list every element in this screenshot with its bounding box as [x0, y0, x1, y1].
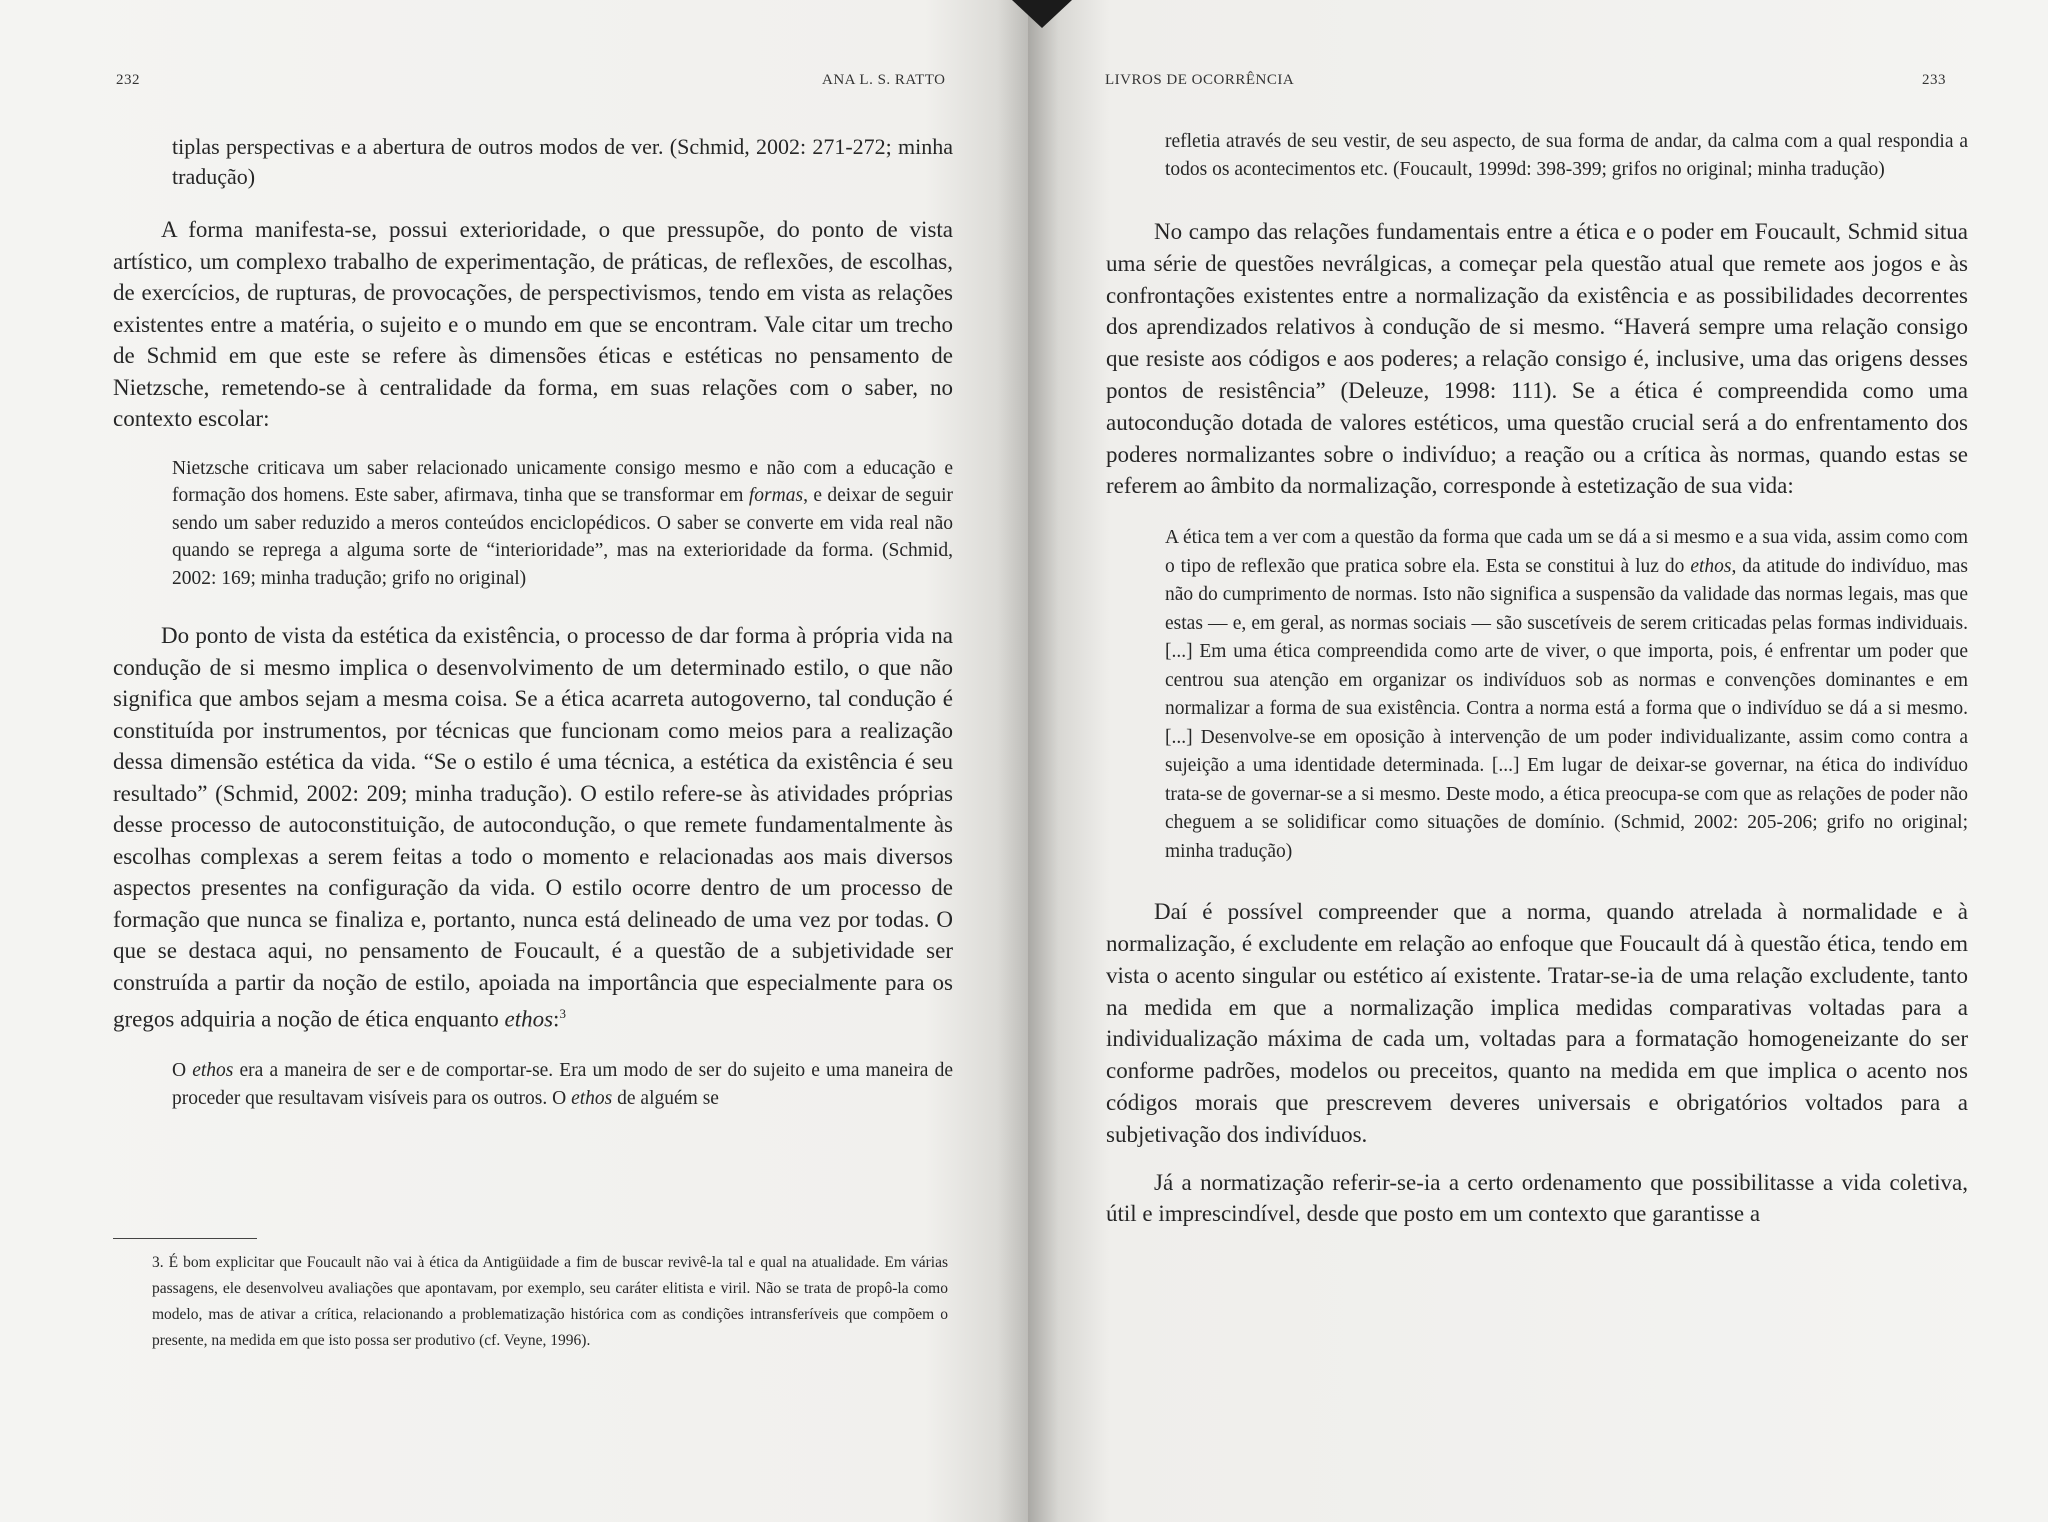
- page-number: 232: [116, 72, 140, 88]
- right-page: [1028, 0, 2048, 1522]
- footnote-rule: [113, 1238, 257, 1239]
- paragraph: Daí é possível compreender que a norma, quando atrelada à normalidade e à normalização, é excludente em relação ao enfoque que Foucault dá à questão ética, tendo em vista o acento singular ou estético aí existente. Tratar-se-ia de uma relação excludente, tanto na medida em que a normalização implica medidas comparativas voltadas para a individualização máxima de cada um, voltadas para a formatação homogeneizante do ser conforme padrões, modelos ou preceitos, quanto na medida em que implica o acento nos códigos morais que prescrevem deveres universais e obrigatórios voltados para a subjetivação dos indivíduos.: [1106, 899, 1968, 1147]
- left-text-block: [113, 132, 953, 1134]
- right-text-block: [1106, 128, 1968, 1246]
- quote-end: tiplas perspectivas e a abertura de outros modos de ver. (Schmid, 2002: 271-272; minha tradução): [172, 134, 953, 189]
- paragraph: A forma manifesta-se, possui exterioridade, o que pressupõe, do ponto de vista artístico, um complexo trabalho de experimentação, de práticas, de reflexões, de escolhas, de exercícios, de rupturas, de provocações, de perspectivismos, tendo em vista as relações existentes entre a matéria, o sujeito e o mundo em que se encontram. Vale citar um trecho de Schmid em que este se refere às dimensões éticas e estéticas no pensamento de Nietzsche, remetendo-se à centralidade da forma, em suas relações com o saber, no contexto escolar:: [113, 217, 953, 431]
- page-number: 233: [1922, 72, 1946, 88]
- paragraph: No campo das relações fundamentais entre a ética e o poder em Foucault, Schmid situa uma série de questões nevrálgicas, a começar pela questão atual que remete aos jogos e às confrontações existentes entre a normalização da existência e as possibilidades decorrentes dos aprendizados relativos à condução de si mesmo. “Haverá sempre uma relação consigo que resiste aos códigos e aos poderes; a relação consigo é, inclusive, uma das origens desses pontos de resistência” (Deleuze, 1998: 111). Se a ética é compreendida como uma autocondução dotada de valores estéticos, uma questão crucial será a do enfrentamento dos poderes normalizantes sobre o indivíduo; a reação ou a crítica às normas, quando estas se referem ao âmbito da normalização, corresponde à estetização de sua vida:: [1106, 219, 1968, 499]
- quote-continuation: refletia através de seu vestir, de seu aspecto, de sua forma de andar, da calma com a qual respondia a todos os acontecimentos etc. (Foucault, 1999d: 398-399; grifos no original; minha tradução): [1165, 131, 1968, 180]
- block-quote: A ética tem a ver com a questão da forma que cada um se dá a si mesmo e a sua vida, assim como com o tipo de reflexão que pratica sobre ela. Esta se constitui à luz do ethos, da atitude do indivíduo, mas não do cumprimento de normas. Isto não significa a suspensão da validade das normas legais, mas que estas — e, em geral, as normas sociais — são suscetíveis de serem criticadas pelas formas individuais. [...] Em uma ética compreendida como arte de viver, o que importa, pois, é enfrentar um poder que centrou sua atenção em organizar os indivíduos sob as normas e convenções dominantes e em normalizar a forma de sua existência. Contra a norma está a forma que o indivíduo se dá a si mesmo. [...] Desenvolve-se em oposição à intervenção de um poder individualizante, assim como contra a sujeição a uma identidade determinada. [...] Em lugar de deixar-se governar, na ética do indivíduo trata-se de governar-se a si mesmo. Deste modo, a ética preocupa-se com que as relações de poder não cheguem a se solidificar como situações de domínio. (Schmid, 2002: 205-206; grifo no original; minha tradução): [1165, 527, 1968, 862]
- block-quote: Nietzsche criticava um saber relacionado unicamente consigo mesmo e não com a educação e formação dos homens. Este saber, afirmava, tinha que se transformar em formas, e deixar de seguir sendo um saber reduzido a meros conteúdos enciclopédicos. O saber se converte em vida real não quando se reprega a alguma sorte de “interioridade”, mas na exterioridade da forma. (Schmid, 2002: 169; minha tradução; grifo no original): [172, 457, 954, 589]
- footnote-marker: 3: [559, 1006, 566, 1021]
- running-head: ANA L. S. RATTO: [822, 72, 946, 88]
- running-head: LIVROS DE OCORRÊNCIA: [1105, 72, 1295, 88]
- binding-shadow: [1012, 0, 1072, 28]
- footnote: 3. É bom explicitar que Foucault não vai à ética da Antigüidade a fim de buscar revivê-la tal e qual na atualidade. Em várias passagens, ele desenvolveu avaliações que apontavam, por exemplo, seu caráter elitista e viril. Não se trata de propô-la como modelo, mas de ativar a crítica, relacionando a problematização histórica com as condições intransferíveis que compõem o presente, na medida em que isto possa ser produtivo (cf. Veyne, 1996).: [152, 1254, 948, 1349]
- block-quote: O ethos era a maneira de ser e de comportar-se. Era um modo de ser do sujeito e uma maneira de proceder que resultavam visíveis para os outros. O ethos de alguém se: [172, 1060, 953, 1109]
- paragraph: Já a normatização referir-se-ia a certo ordenamento que possibilitasse a vida coletiva, útil e imprescindível, desde que posto em um contexto que garantisse a: [1106, 1169, 1968, 1227]
- paragraph: Do ponto de vista da estética da existência, o processo de dar forma à própria vida na condução de si mesmo implica o desenvolvimento de um determinado estilo, o que não significa que ambos sejam a mesma coisa. Se a ética acarreta autogoverno, tal condução é constituída por instrumentos, por técnicas que funcionam como meios para a realização dessa dimensão estética da vida. “Se o estilo é uma técnica, a estética da existência é seu resultado” (Schmid, 2002: 209; minha tradução). O estilo refere-se às atividades próprias desse processo de autoconstituição, de autocondução, o que remete fundamentalmente às escolhas complexas a serem feitas a todo o momento e relacionadas aos mais diversos aspectos presentes na configuração da vida. O estilo ocorre dentro de um processo de formação que nunca se finaliza e, portanto, nunca está delineado de uma vez por todas. O que se destaca aqui, no pensamento de Foucault, é a questão de a subjetividade ser construída a partir da noção de estilo, apoiada na importância que especialmente para os gregos adquiria a noção de ética enquanto ethos:$^3$: [113, 623, 953, 1032]
